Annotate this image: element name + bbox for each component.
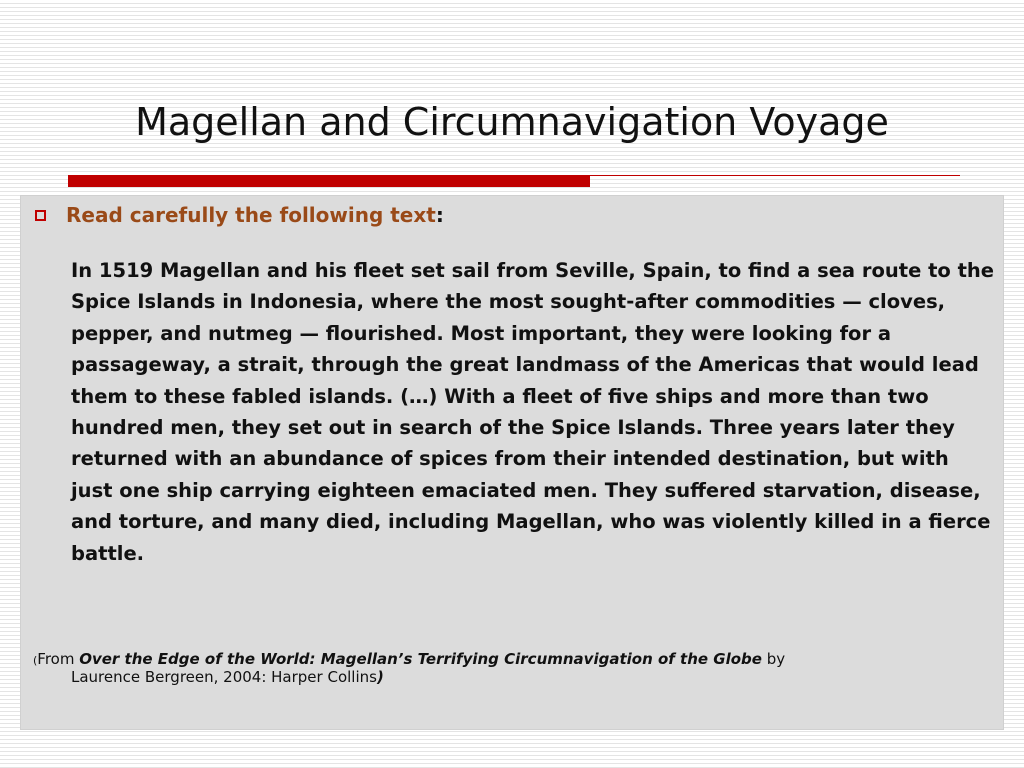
passage-text: In 1519 Magellan and his fleet set sail from Seville, Spain, to find a sea route to the Spice Islands in Indonesia, where the most sought-after commodities — cloves, pepper, and nutmeg — flourished. Most important, they were looking for a passageway, a strait, through the great landmass of the Americas that would lead them to these fabled islands. (…) With a fleet of five ships and more than two hundred men, they set out in search of the Spice Islands. Three years later they returned with an abundance of spices from their intended destination, but with just one ship carrying eighteen emaciated men. They suffered starvation, disease, and torture, and many died, including Magellan, who was violently killed in a fierce battle. — [71, 259, 995, 565]
citation-close-paren: ) — [376, 668, 384, 686]
title-underline-thin — [590, 175, 960, 176]
citation-book-title: Over the Edge of the World: Magellan’s Terrifying Circumnavigation of the Globe — [79, 650, 762, 668]
bullet-heading: Read carefully the following text — [66, 203, 436, 227]
content-box — [20, 195, 1004, 730]
hollow-square-bullet-icon — [35, 210, 46, 221]
citation-author: Laurence Bergreen, 2004: Harper Collins — [71, 668, 377, 686]
citation-by: by — [766, 650, 786, 668]
citation-open-paren: ( — [33, 654, 38, 667]
bullet-colon: : — [435, 203, 444, 227]
bullet-row — [35, 199, 444, 231]
bullet-text — [66, 199, 444, 231]
slide-title: Magellan and Circumnavigation Voyage — [135, 100, 889, 144]
title-underline-thick — [68, 175, 590, 187]
citation — [33, 651, 983, 686]
citation-author-line — [33, 669, 983, 686]
citation-from: From — [37, 650, 80, 668]
